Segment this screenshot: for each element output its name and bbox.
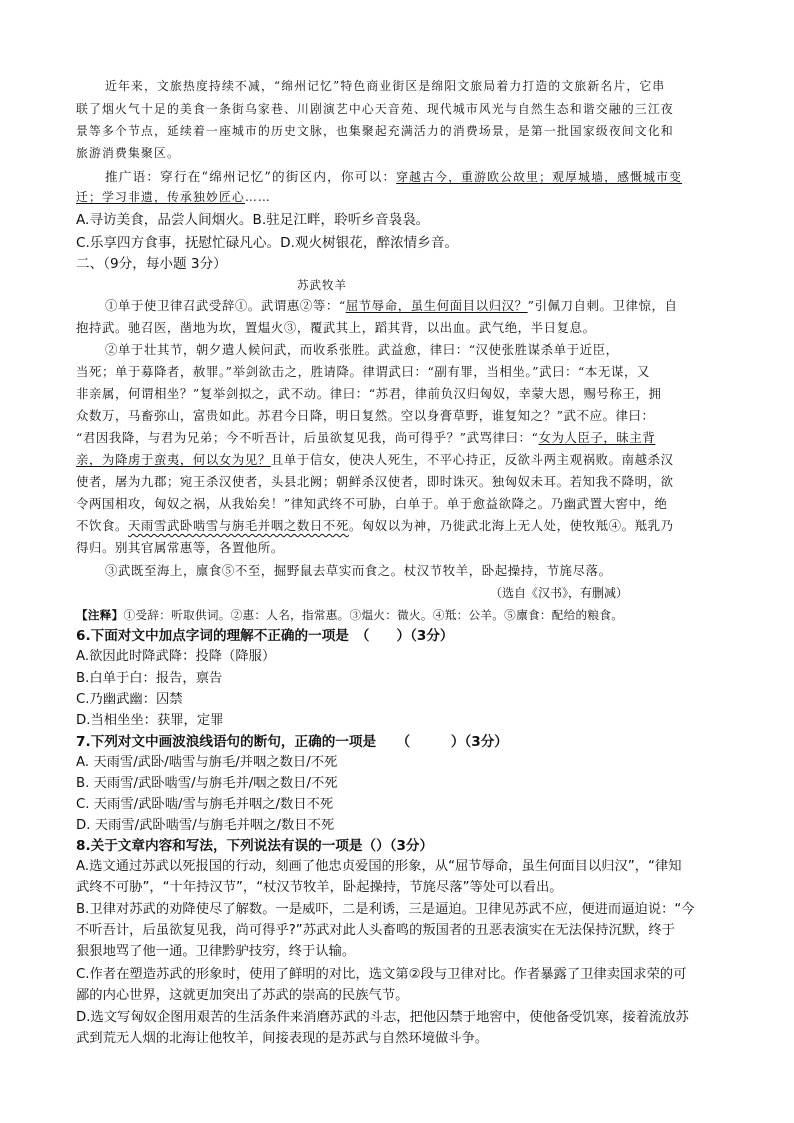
passage-p2-line-10: 得归。别其官属常惠等，各置他所。 <box>76 540 284 555</box>
passage-p2-line-8: 令两国相攻，匈奴之祸，从我始矣！”律知武终不可胁，白单于。单于愈益欲降之。乃幽武置大窖中，绝 <box>76 496 668 511</box>
q8-option-c-line-2: 鄙的内心世界，这就更加突出了苏武的崇高的民族气节。 <box>76 988 409 1003</box>
q8-option-d-line-2: 武到荒无人烟的北海让他牧羊，间接表现的是苏武与自然环境做斗争。 <box>76 1031 489 1046</box>
q6-option-b: B.白单于白：报告，禀告 <box>76 671 223 686</box>
passage-p1-line-2: 抱持武。驰召医，凿地为坎，置煴火③，覆武其上，蹈其背，以出血。武气绝，半日复息。 <box>76 320 596 335</box>
q8-stem: 8.关于文章内容和写法，下列说法有误的一项是（）（3分） <box>76 838 434 854</box>
passage-p2-line-9 <box>76 516 674 534</box>
q5-option-cd: C.乐享四方食事，抚慰忙碌凡心。D.观火树银花，醉浓情乡音。 <box>76 235 459 251</box>
q7-option-a: A. 天雨雪/武卧/啮雪与旃毛/并咽之数日/不死 <box>76 755 338 770</box>
passage-p2-line-5-a: “君因我降，与君为兄弟；今不听吾计，后虽欲复见我，尚可得乎？”武骂律曰：“ <box>76 430 539 445</box>
section-two-heading: 二、（9分，每小题 3分） <box>76 256 227 272</box>
q7-stem: 7.下列对文中画波浪线语句的断句，正确的一项是 （ ）（3分） <box>76 734 508 750</box>
notes-text: ①受辞：听取供词。②惠：人名，指常惠。③煴火：微火。④羝：公羊。⑤廪食：配给的粮食。 <box>123 608 624 622</box>
passage-p2-line-2: 当死；单于募降者，赦罪。”举剑欲击之，胜请降。律谓武曰：“副有罪，当相坐。”武曰：“本无谋，又 <box>76 364 650 379</box>
passage-p2-line-3: 非亲属，何谓相坐？”复举剑拟之，武不动。律曰：“苏君，律前负汉归匈奴，幸蒙大恩，赐号称王，拥 <box>76 386 662 401</box>
passage-wavy-sentence: 天雨雪武卧啮雪与旃毛并咽之数日不死 <box>127 518 349 533</box>
q7-option-b: B. 天雨雪/武卧啮雪/与旃毛并/咽之数日/不死 <box>76 776 338 791</box>
passage-p2-line-6-underlined: 亲，为降虏于蛮夷，何以女为见？ <box>76 452 271 467</box>
q6-option-d: D.当相坐坐：获罪，定罪 <box>76 713 224 728</box>
notes-label: 【注释】 <box>76 608 124 622</box>
passage-p2-line-9-a: 不饮食。 <box>76 518 128 533</box>
q8-option-b-line-1: B.卫律对苏武的劝降使尽了解数。一是威吓，二是利诱，三是逼迫。卫律见苏武不应，便进而逼迫说：“今 <box>76 902 695 917</box>
passage-p3: ③武既至海上，廪食⑤不至，掘野鼠去草实而食之。杖汉节牧羊，卧起操持，节旄尽落。 <box>105 563 612 578</box>
notes <box>76 607 623 623</box>
q8-option-a-line-1: A.选文通过苏武以死报国的行动，刻画了他忠贞爱国的形象，从“屈节辱命，虽生何面目以归汉”，“律知 <box>76 859 682 874</box>
passage-p1-segment-b: ”引佩刀自刺。卫律惊，自 <box>527 298 678 313</box>
q8-option-a-line-2: 武终不可胁”，“十年持汉节”，“杖汉节牧羊，卧起操持，节旄尽落”等处可以看出。 <box>76 880 563 895</box>
passage-p1-line-1 <box>105 296 677 314</box>
passage-title: 苏武牧羊 <box>297 278 347 292</box>
passage-p2-line-6 <box>76 450 674 468</box>
passage-p1-segment-a: ①单于使卫律召武受辞①。武谓惠②等：“ <box>105 298 346 313</box>
q6-option-a: A.欲因此时降武降：投降（降服） <box>76 649 276 664</box>
passage-p2-line-1: ②单于壮其节，朝夕遣人候问武，而收系张胜。武益愈，律曰：“汉使张胜谋杀单于近臣， <box>105 342 619 357</box>
intro-line-1: 近年来，文旅热度持续不减，“绵州记忆”特色商业街区是绵阳文旅局着力打造的文旅新名片，它串 <box>105 79 666 93</box>
prompt-underlined-2: 迁；学习非遗，传承独妙匠心 <box>76 190 245 204</box>
passage-source: （选自《汉书》，有删减） <box>490 586 629 600</box>
q7-option-d: D. 天雨雪/武卧啮雪/与旃毛并咽之/数日不死 <box>76 818 335 833</box>
q7-option-c: C. 天雨雪/武卧啮/雪与旃毛并咽之/数日不死 <box>76 797 334 812</box>
passage-p2-line-9-b: 。匈奴以为神，乃徙武北海上无人处，使牧羝④。羝乳乃 <box>348 518 674 533</box>
passage-p2-line-5-underlined: 女为人臣子，昧主背 <box>538 430 656 445</box>
q8-option-c-line-1: C.作者在塑造苏武的形象时，使用了鲜明的对比，选文第②段与卫律对比。作者暴露了卫律卖国求荣的可 <box>76 967 687 982</box>
q8-option-d-line-1: D.选文写匈奴企图用艰苦的生活条件来消磨苏武的斗志，把他囚禁于地窖中，使他备受饥寒，接着流放苏 <box>76 1010 689 1025</box>
prompt-underlined-1: 穿越古今，重游欧公故里；观厚城墙，感慨城市变 <box>396 170 683 184</box>
intro-line-4: 旅游消费集聚区。 <box>76 146 180 160</box>
q8-option-b-line-2: 不听吾计，后虽欲复见我，尚可得乎?”苏武对此人头畜鸣的叛国者的丑恶表演实在无法保持沉默，终于 <box>76 923 676 938</box>
q8-option-b-line-3: 狠狠地骂了他一通。卫律黔驴技穷，终于认输。 <box>76 944 356 959</box>
q5-option-ab: A.寻访美食，品尝人间烟火。B.驻足江畔，聆听乡音袅袅。 <box>76 212 430 228</box>
prompt-line-1 <box>105 166 682 185</box>
passage-p2-line-6-b: 且单于信女，使决人死生，不平心持正，反欲斗两主观祸败。南越杀汉 <box>270 452 674 467</box>
passage-p2-line-4: 众数万，马畜弥山，富贵如此。苏君今日降，明日复然。空以身膏草野，谁复知之？”武不应。律曰： <box>76 408 655 423</box>
passage-p1-underlined: 屈节辱命，虽生何面目以归汉？ <box>345 298 528 313</box>
prompt-line-2 <box>76 188 271 205</box>
q6-option-c: C.乃幽武幽：囚禁 <box>76 692 183 707</box>
prompt-label: 推广语：穿行在“绵州记忆”的街区内，你可以： <box>105 169 397 184</box>
passage-p2-line-7: 使者，屠为九郡；宛王杀汉使者，头县北阙；朝鲜杀汉使者，即时诛灭。独匈奴未耳。若知我不降明，欲 <box>76 474 674 489</box>
prompt-tail: …… <box>244 190 271 204</box>
intro-line-2: 联了烟火气十足的美食一条街乌家巷、川剧演艺中心天音苑、现代城市风光与自然生态和谐交融的三江夜 <box>76 102 674 116</box>
passage-p2-line-5 <box>76 428 655 446</box>
intro-line-3: 景等多个节点，延续着一座城市的历史文脉，也集聚起充满活力的消费场景，是第一批国家级夜间文化和 <box>76 124 674 138</box>
q6-stem: 6.下面对文中加点字词的理解不正确的一项是 （ ）（3分） <box>76 628 454 644</box>
